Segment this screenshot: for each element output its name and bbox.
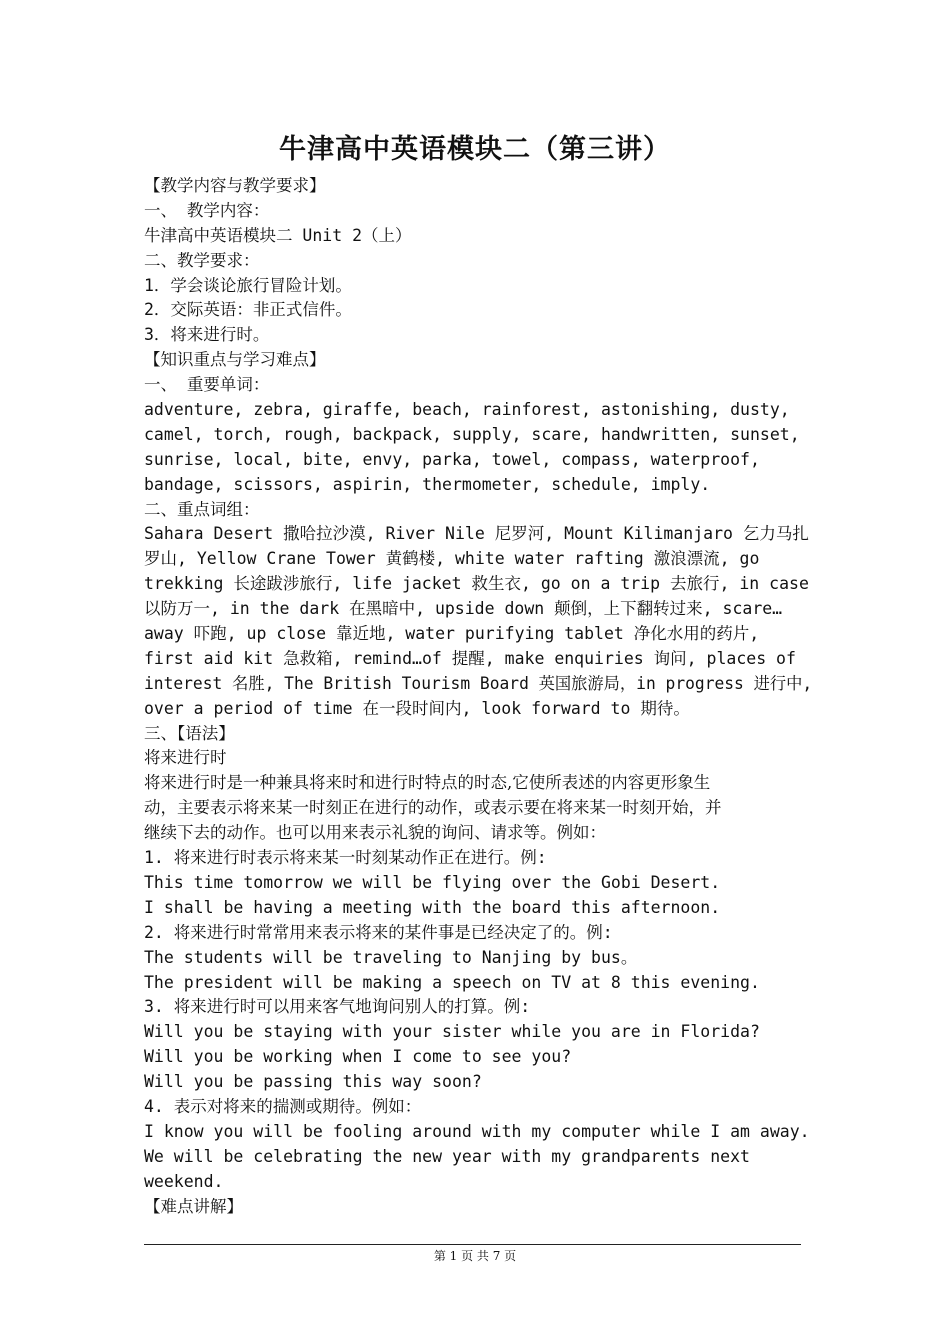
phrase-line: away 吓跑, up close 靠近地, water purifying tablet 净化水用的药片, xyxy=(144,624,760,644)
example-sentence: Will you be passing this way soon? xyxy=(144,1072,482,1092)
phrase-line: 罗山, Yellow Crane Tower 黄鹤楼, white water rafting 激浪漂流, go xyxy=(144,549,760,569)
phrase-line: 以防万一, in the dark 在黑暗中, upside down 颠倒，上下翻转过来, scare… xyxy=(144,599,783,619)
subheading-teaching-content: 一、 教学内容： xyxy=(144,200,270,220)
vocabulary-line: camel, torch, rough, backpack, supply, scare, handwritten, sunset, xyxy=(144,424,800,444)
example-sentence: The president will be making a speech on TV at 8 this evening. xyxy=(144,972,760,992)
example-sentence: The students will be traveling to Nanjing by bus。 xyxy=(144,947,638,967)
text-line: 牛津高中英语模块二 Unit 2（上） xyxy=(144,225,412,245)
paragraph-line: 动，主要表示将来某一时刻正在进行的动作，或表示要在将来某一时刻开始，并 xyxy=(144,798,722,818)
vocabulary-line: bandage, scissors, aspirin, thermometer, schedule, imply. xyxy=(144,474,711,494)
rule-item: 1. 将来进行时表示将来某一时刻某动作正在进行。例: xyxy=(144,848,547,868)
section-heading-teaching-content-and-requirements: 【教学内容与教学要求】 xyxy=(144,176,326,195)
example-sentence: Will you be staying with your sister while you are in Florida? xyxy=(144,1022,760,1042)
section-heading-key-points-and-difficulties: 【知识重点与学习难点】 xyxy=(144,350,326,370)
subheading-teaching-requirements: 二、教学要求： xyxy=(144,250,260,270)
document-title: 牛津高中英语模块二（第三讲） xyxy=(279,134,671,165)
document-body xyxy=(144,174,812,1219)
vocabulary-line: adventure, zebra, giraffe, beach, rainforest, astonishing, dusty, xyxy=(144,400,790,420)
phrase-line: trekking 长途跋涉旅行, life jacket 救生衣, go on a trip 去旅行, in case xyxy=(144,574,809,594)
vocabulary-line: sunrise, local, bite, envy, parka, towel, compass, waterproof, xyxy=(144,449,760,469)
example-sentence: I know you will be fooling around with my computer while I am away. xyxy=(144,1121,810,1141)
phrase-line: Sahara Desert 撒哈拉沙漠, River Nile 尼罗河, Mount Kilimanjaro 乞力马扎 xyxy=(144,524,809,544)
example-sentence: I shall be having a meeting with the board this afternoon. xyxy=(144,897,721,917)
example-sentence: Will you be working when I come to see you? xyxy=(144,1047,572,1067)
section-heading-difficulty-explanation: 【难点讲解】 xyxy=(144,1196,243,1216)
paragraph-line: 将来进行时是一种兼具将来时和进行时特点的时态,它使所表述的内容更形象生 xyxy=(144,773,711,793)
rule-item: 2. 将来进行时常常用来表示将来的某件事是已经决定了的。例: xyxy=(144,922,613,942)
example-sentence: We will be celebrating the new year with my grandparents next xyxy=(144,1146,750,1166)
list-item: 1．学会谈论旅行冒险计划。 xyxy=(144,275,352,295)
page-number-footer: 第 1 页 共 7 页 xyxy=(433,1249,517,1263)
subheading-grammar: 三、【语法】 xyxy=(144,723,235,743)
example-sentence: weekend. xyxy=(144,1171,224,1191)
list-item: 2．交际英语：非正式信件。 xyxy=(144,300,352,320)
phrase-line: first aid kit 急救箱, remind…of 提醒, make enquiries 询问, places of xyxy=(144,648,796,668)
example-sentence: This time tomorrow we will be flying over the Gobi Desert. xyxy=(144,872,721,892)
rule-item: 4. 表示对将来的揣测或期待。例如： xyxy=(144,1096,422,1116)
rule-item: 3. 将来进行时可以用来客气地询问别人的打算。例: xyxy=(144,997,531,1017)
subheading-key-phrases: 二、重点词组： xyxy=(144,499,260,519)
footer-divider xyxy=(144,1244,801,1245)
phrase-line: over a period of time 在一段时间内, look forward to 期待。 xyxy=(144,698,690,718)
grammar-topic: 将来进行时 xyxy=(144,748,227,768)
paragraph-line: 继续下去的动作。也可以用来表示礼貌的询问、请求等。例如： xyxy=(144,823,606,843)
phrase-line: interest 名胜, The British Tourism Board 英国旅游局，in progress 进行中, xyxy=(144,673,813,693)
list-item: 3．将来进行时。 xyxy=(144,325,270,345)
subheading-important-words: 一、 重要单词： xyxy=(144,375,270,395)
